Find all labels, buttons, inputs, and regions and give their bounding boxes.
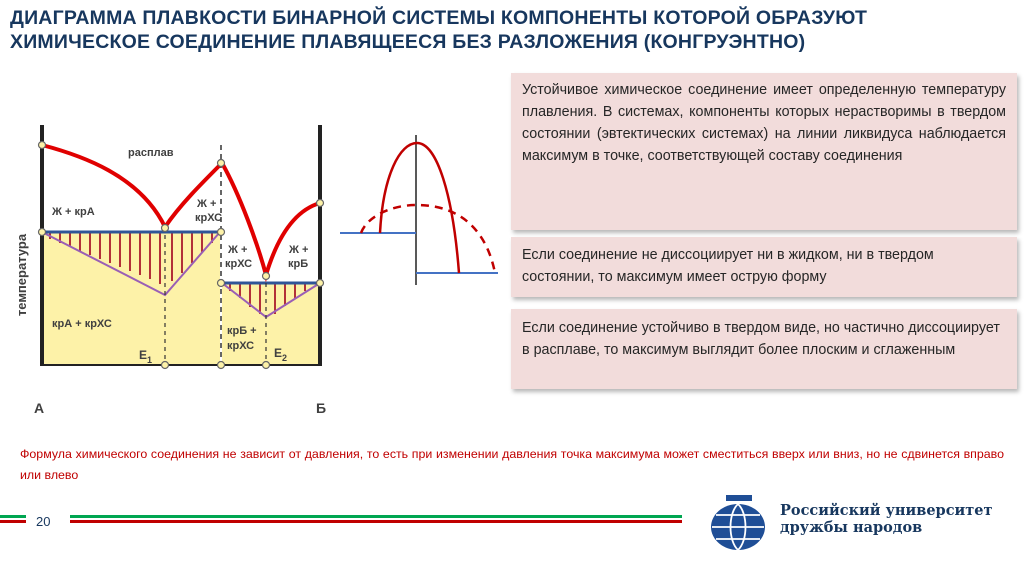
- point-e2-bottom: [263, 362, 270, 369]
- label-e2-main: E: [274, 346, 283, 360]
- component-b-label: Б: [316, 400, 327, 416]
- title-line-1: ДИАГРАММА ПЛАВКОСТИ БИНАРНОЙ СИСТЕМЫ КОМПОНЕНТЫ КОТОРОЙ ОБРАЗУЮТ: [10, 7, 868, 29]
- phase-diagram: [0, 115, 345, 430]
- point-e1-bottom: [162, 362, 169, 369]
- y-axis-label: температура: [14, 233, 29, 317]
- point-compound-1: [218, 229, 225, 236]
- title-line-2: ХИМИЧЕСКОЕ СОЕДИНЕНИЕ ПЛАВЯЩЕЕСЯ БЕЗ РАЗЛОЖЕНИЯ (КОНГРУЭНТНО): [10, 31, 806, 53]
- label-melt: расплав: [128, 147, 174, 159]
- label-crB-crXC-1: крБ +: [227, 325, 257, 337]
- logo-emblem-bar: [726, 495, 752, 501]
- info-box-stable-compound: Устойчивое химическое соединение имеет определенную температуру плавления. В системах, компоненты которых нерастворимы в твердом состоянии (эвтектических системах) на линии ликвидуса наблюдается максимум в точке, соответствующей составу соединения: [511, 73, 1017, 230]
- info-box-sharp-maximum: Если соединение не диссоциирует ни в жидком, ни в твердом состоянии, то максимум имеет острую форму: [511, 237, 1017, 297]
- label-crB-crXC-2: крХС: [227, 340, 255, 352]
- label-liquid-crXC2-2: крХС: [225, 258, 253, 270]
- university-name-line-2: дружбы народов: [780, 519, 923, 536]
- label-e1-sub: 1: [147, 355, 153, 365]
- university-globe-logo: [706, 493, 774, 553]
- point-b-eutectic: [317, 280, 324, 287]
- pressure-note: Формула химического соединения не зависит от давления, то есть при изменении давления точка максимума может сместиться вверх или вниз, но не сдвинется вправо или влево: [20, 447, 1004, 482]
- label-liquid-crXC-2: крХС: [195, 212, 223, 224]
- point-b-top: [317, 200, 324, 207]
- point-a-top: [39, 142, 46, 149]
- point-compound-bottom: [218, 362, 225, 369]
- point-e1: [162, 225, 169, 232]
- university-name: [780, 502, 992, 536]
- info-box-flat-maximum: Если соединение устойчиво в твердом виде, но частично диссоциирует в расплаве, то максимум выглядит более плоским и сглаженным: [511, 309, 1017, 389]
- slide-title: [10, 6, 1015, 54]
- solid-region-left: [42, 232, 220, 365]
- label-liquid-crB-1: Ж +: [289, 244, 309, 256]
- label-liquid-crXC2-1: Ж +: [228, 244, 248, 256]
- label-e1-main: E: [139, 348, 148, 362]
- footer-bar-green-left: [0, 515, 26, 518]
- label-liquid-crB-2: крБ: [288, 258, 309, 270]
- label-crA-crXC: крА + крХС: [52, 318, 112, 330]
- page-number: 20: [36, 514, 51, 529]
- label-e2-sub: 2: [282, 353, 288, 363]
- label-liquid-crA: Ж + крА: [52, 206, 95, 218]
- point-a-eutectic: [39, 229, 46, 236]
- maximum-shapes-sketch: [335, 135, 505, 295]
- component-a-label: А: [34, 400, 45, 416]
- point-compound-2: [218, 280, 225, 287]
- label-liquid-crXC-1: Ж +: [197, 198, 217, 210]
- footer-bar-red-left: [0, 520, 26, 523]
- point-e2: [263, 273, 270, 280]
- footer-bar-red-right: [70, 520, 682, 523]
- footer-bar-green-right: [70, 515, 682, 518]
- point-compound-top: [218, 160, 225, 167]
- sharp-maximum-curve: [380, 143, 459, 273]
- university-name-line-1: Российский университет: [780, 502, 993, 519]
